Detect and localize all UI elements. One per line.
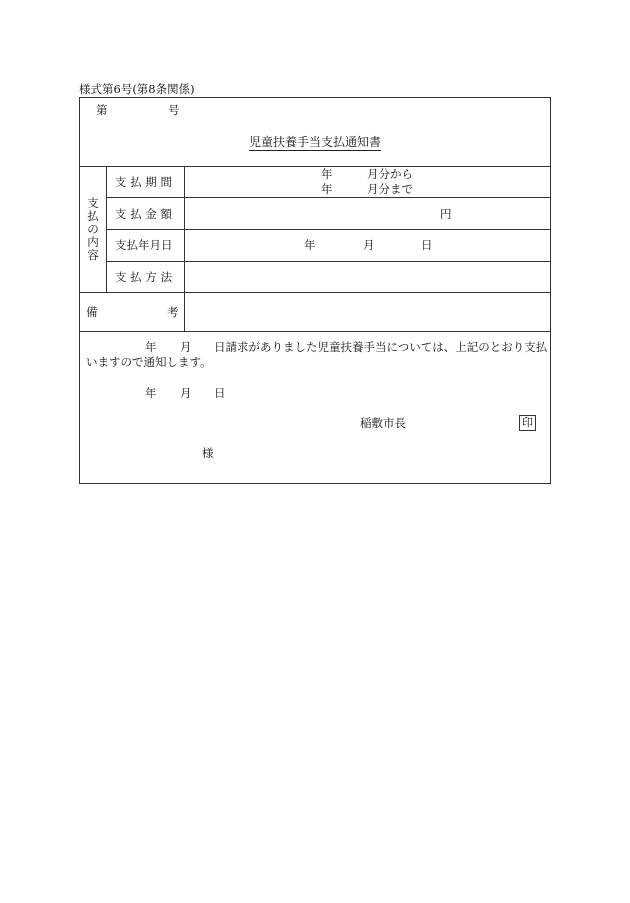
amount-yen-unit: 円: [440, 207, 452, 221]
payment-method-label: 支 払 方 法: [115, 270, 172, 284]
payment-contents-char: 内: [87, 234, 99, 249]
notice-request-month: 月: [180, 340, 192, 354]
period-to-month: 月分まで: [367, 182, 413, 196]
divider-remarks-end: [80, 331, 550, 332]
seal-mark: 印: [519, 415, 536, 431]
payment-period-label: 支 払 期 間: [115, 175, 172, 189]
notice-form-frame: [79, 97, 551, 484]
payment-date-year: 年: [304, 238, 316, 252]
payment-date-day: 日: [421, 238, 433, 252]
notice-request-year: 年: [145, 340, 157, 354]
period-from-month: 月分から: [367, 167, 413, 181]
payment-date-label: 支払年月日: [115, 238, 173, 252]
notice-body-line2: いますので通知します。: [86, 355, 212, 369]
divider-vertical-label: [184, 166, 185, 331]
notice-body-line1: 日請求がありました児童扶養手当については、上記のとおり支払: [214, 340, 548, 354]
period-to-year: 年: [321, 182, 333, 196]
divider-contents-end: [80, 292, 550, 293]
issuer-name: 稲敷市長: [360, 416, 406, 430]
period-from-year: 年: [321, 167, 333, 181]
payment-contents-label: [80, 166, 106, 292]
notice-date-year: 年: [145, 386, 157, 400]
divider-row-3: [106, 261, 550, 262]
document-title-text: 児童扶養手当支払通知書: [248, 135, 381, 149]
payment-amount-label: 支 払 金 額: [115, 207, 172, 221]
payment-contents-char: 支: [87, 195, 99, 210]
addressee-suffix: 様: [202, 446, 214, 460]
divider-header: [80, 166, 550, 167]
remarks-label-right: 考: [167, 305, 179, 319]
remarks-label-left: 備: [86, 305, 98, 319]
payment-date-month: 月: [363, 238, 375, 252]
form-number-label: 様式第6号(第8条関係): [79, 82, 195, 96]
divider-row-1: [106, 197, 550, 198]
payment-contents-char: の: [87, 221, 99, 236]
document-title: [80, 133, 550, 150]
divider-vertical-group: [106, 166, 107, 292]
number-prefix: 第: [96, 103, 108, 117]
payment-contents-char: 払: [87, 208, 99, 223]
notice-date-month: 月: [180, 386, 192, 400]
notice-date-day: 日: [214, 386, 226, 400]
number-suffix: 号: [168, 103, 180, 117]
payment-contents-char: 容: [87, 247, 99, 262]
divider-row-2: [106, 229, 550, 230]
